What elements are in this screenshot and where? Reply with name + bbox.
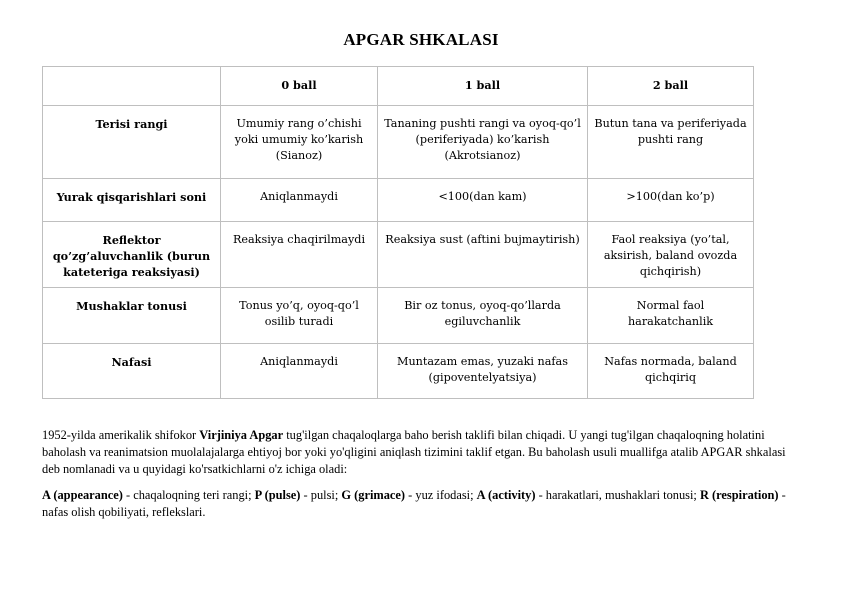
- criterion-desc: - nafas olish qobiliyati, reflekslari.: [42, 488, 786, 519]
- table-cell: Faol reaksiya (yo’tal, aksirish, baland ovozda qichqirish): [588, 222, 754, 288]
- table-cell: Nafas normada, baland qichqiriq: [588, 344, 754, 399]
- table-cell: Reaksiya sust (aftini bujmaytirish): [378, 222, 588, 288]
- header-cell-2-ball: 2 ball: [588, 67, 754, 106]
- header-cell-empty: [43, 67, 221, 106]
- table-cell: Muntazam emas, yuzaki nafas (gipoventelyatsiya): [378, 344, 588, 399]
- row-label: Terisi rangi: [43, 106, 221, 179]
- header-cell-0-ball: 0 ball: [221, 67, 378, 106]
- table-cell: Reaksiya chaqirilmaydi: [221, 222, 378, 288]
- table-row: [43, 288, 754, 344]
- table-row: [43, 106, 754, 179]
- table-cell: Umumiy rang o’chishi yoki umumiy ko’karish (Sianoz): [221, 106, 378, 179]
- criterion-term: G (grimace): [341, 488, 406, 502]
- table-row: [43, 344, 754, 399]
- criterion-term: P (pulse): [254, 488, 301, 502]
- author-name: Virjiniya Apgar: [199, 428, 284, 442]
- row-label: Nafasi: [43, 344, 221, 399]
- table-row: [43, 179, 754, 222]
- criterion-desc: - chaqaloqning teri rangi;: [122, 488, 255, 502]
- header-cell-1-ball: 1 ball: [378, 67, 588, 106]
- table-row: [43, 222, 754, 288]
- intro-paragraph: [42, 427, 802, 478]
- table-cell: Tonus yo’q, oyoq-qo’l osilib turadi: [221, 288, 378, 344]
- criterion-term: A (activity): [476, 488, 536, 502]
- table-cell: Aniqlanmaydi: [221, 344, 378, 399]
- apgar-table: [42, 66, 754, 399]
- table-cell: >100(dan ko’p): [588, 179, 754, 222]
- row-label: Mushaklar tonusi: [43, 288, 221, 344]
- table-cell: Bir oz tonus, oyoq-qo’llarda egiluvchanlik: [378, 288, 588, 344]
- criterion-desc: - harakatlari, mushaklari tonusi;: [535, 488, 700, 502]
- table-cell: <100(dan kam): [378, 179, 588, 222]
- table-cell: Aniqlanmaydi: [221, 179, 378, 222]
- intro-text-before: 1952-yilda amerikalik shifokor: [42, 428, 200, 442]
- table-cell: Butun tana va periferiyada pushti rang: [588, 106, 754, 179]
- table-cell: Tananing pushti rangi va oyoq-qo’l (periferiyada) ko’karish (Akrotsianoz): [378, 106, 588, 179]
- row-label: Reflektor qo’zg’aluvchanlik (burun kateteriga reaksiyasi): [43, 222, 221, 288]
- table-header-row: [43, 67, 754, 106]
- criterion-desc: - yuz ifodasi;: [405, 488, 477, 502]
- page-title: APGAR SHKALASI: [343, 30, 499, 49]
- intro-text-after: tug'ilgan chaqaloqlarga baho berish taklifi bilan chiqadi. U yangi tug'ilgan chaqaloqning holatini baholash va reanimatsion muolalajalarga ehtiyoj bor yoki yo'qligini aniqlash tizimini taklif etgan. Bu baholash usuli muallifga atalib APGAR shkalasi deb nomlanadi va u quyidagi ko'rsatkichlarni o'z ichiga oladi:: [42, 428, 786, 476]
- criterion-term: A (appearance): [42, 488, 123, 502]
- criteria-paragraph: [42, 487, 802, 521]
- row-label: Yurak qisqarishlari soni: [43, 179, 221, 222]
- table-cell: Normal faol harakatchanlik: [588, 288, 754, 344]
- criterion-term: R (respiration): [699, 488, 779, 502]
- criterion-desc: - pulsi;: [300, 488, 342, 502]
